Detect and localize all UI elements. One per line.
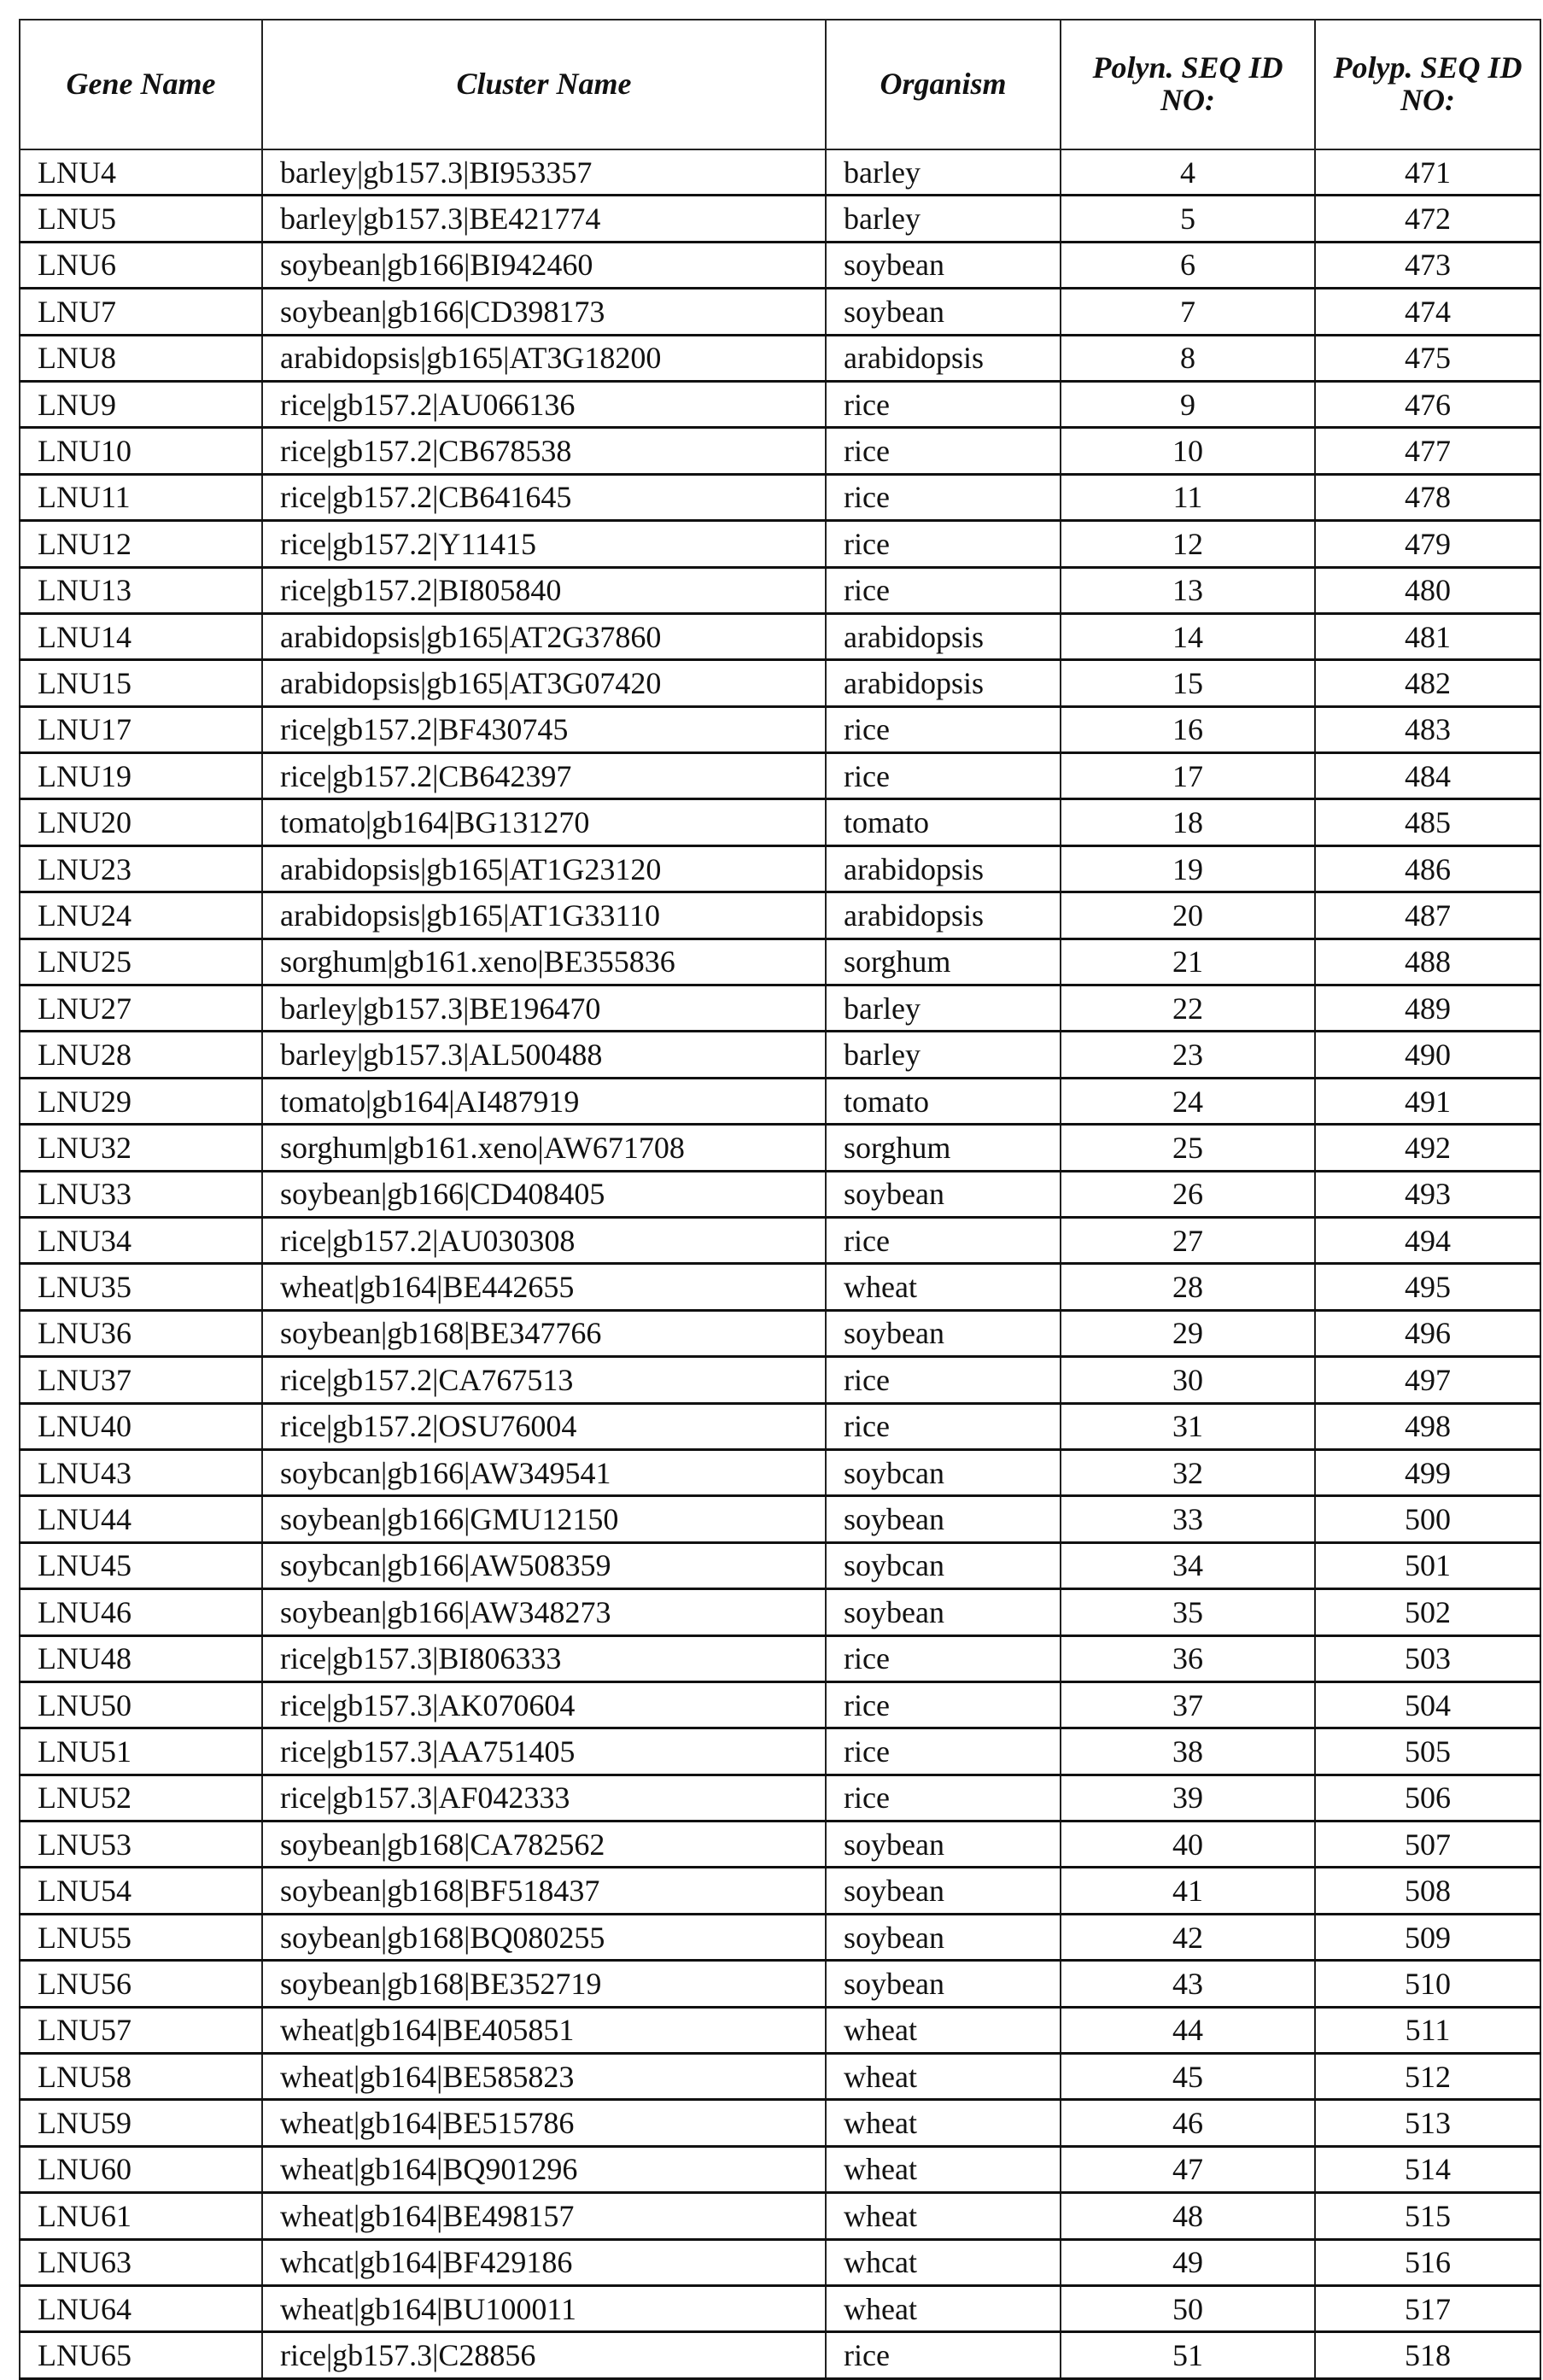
polyp-seq-id-cell: 501 [1315, 1542, 1540, 1588]
polyp-seq-id-cell: 498 [1315, 1403, 1540, 1449]
polyp-seq-id-cell: 474 [1315, 289, 1540, 335]
polyp-seq-id-cell: 512 [1315, 2054, 1540, 2100]
polyn-seq-id-cell: 7 [1061, 289, 1315, 335]
gene-name-cell: LNU29 [20, 1078, 262, 1124]
cluster-name-cell: barley|gb157.3|BE196470 [262, 985, 826, 1032]
cluster-name-cell: soybean|gb168|BE352719 [262, 1961, 826, 2007]
polyp-seq-id-cell: 511 [1315, 2007, 1540, 2053]
gene-name-cell: LNU63 [20, 2239, 262, 2285]
gene-name-cell: LNU51 [20, 1728, 262, 1775]
gene-name-cell: LNU7 [20, 289, 262, 335]
polyn-seq-id-cell: 17 [1061, 753, 1315, 799]
polyn-seq-id-cell: 29 [1061, 1310, 1315, 1356]
header-cluster-name: Cluster Name [262, 20, 826, 149]
polyp-seq-id-cell: 509 [1315, 1914, 1540, 1960]
table-row [20, 149, 1540, 196]
polyn-seq-id-cell: 48 [1061, 2193, 1315, 2239]
polyp-seq-id-cell: 508 [1315, 1868, 1540, 1914]
gene-name-cell: LNU5 [20, 196, 262, 242]
gene-name-cell: LNU40 [20, 1403, 262, 1449]
table-row [20, 1217, 1540, 1263]
organism-cell: barley [826, 1032, 1061, 1078]
gene-name-cell: LNU44 [20, 1496, 262, 1542]
table-row [20, 2332, 1540, 2378]
polyn-seq-id-cell: 12 [1061, 521, 1315, 567]
gene-name-cell: LNU60 [20, 2146, 262, 2192]
organism-cell: soybean [826, 242, 1061, 288]
table-row [20, 753, 1540, 799]
gene-name-cell: LNU35 [20, 1264, 262, 1310]
organism-cell: barley [826, 196, 1061, 242]
polyp-seq-id-cell: 518 [1315, 2332, 1540, 2378]
cluster-name-cell: soybean|gb168|CA782562 [262, 1822, 826, 1868]
cluster-name-cell: rice|gb157.2|Y11415 [262, 521, 826, 567]
organism-cell: soybcan [826, 1542, 1061, 1588]
gene-name-cell: LNU28 [20, 1032, 262, 1078]
polyp-seq-id-cell: 516 [1315, 2239, 1540, 2285]
cluster-name-cell: soybcan|gb166|AW349541 [262, 1449, 826, 1495]
table-row [20, 1310, 1540, 1356]
gene-name-cell: LNU59 [20, 2100, 262, 2146]
polyp-seq-id-cell: 510 [1315, 1961, 1540, 2007]
organism-cell: rice [826, 1775, 1061, 1821]
cluster-name-cell: soybean|gb166|BI942460 [262, 242, 826, 288]
polyn-seq-id-cell: 41 [1061, 1868, 1315, 1914]
table-row [20, 2007, 1540, 2053]
polyn-seq-id-cell: 45 [1061, 2054, 1315, 2100]
organism-cell: wheat [826, 2054, 1061, 2100]
cluster-name-cell: tomato|gb164|AI487919 [262, 1078, 826, 1124]
gene-name-cell: LNU48 [20, 1635, 262, 1681]
table-row [20, 2054, 1540, 2100]
gene-name-cell: LNU4 [20, 149, 262, 196]
polyp-seq-id-cell: 490 [1315, 1032, 1540, 1078]
cluster-name-cell: soybean|gb166|CD408405 [262, 1171, 826, 1217]
polyp-seq-id-cell: 499 [1315, 1449, 1540, 1495]
cluster-name-cell: wheat|gb164|BE585823 [262, 2054, 826, 2100]
organism-cell: arabidopsis [826, 845, 1061, 892]
cluster-name-cell: rice|gb157.2|CB678538 [262, 428, 826, 474]
polyp-seq-id-cell: 494 [1315, 1217, 1540, 1263]
table-row [20, 1357, 1540, 1403]
table-row [20, 1822, 1540, 1868]
table-row [20, 2100, 1540, 2146]
header-polyn-seq-id: Polyn. SEQ ID NO: [1061, 20, 1315, 149]
polyn-seq-id-cell: 20 [1061, 892, 1315, 939]
polyn-seq-id-cell: 10 [1061, 428, 1315, 474]
table-row [20, 335, 1540, 381]
polyp-seq-id-cell: 492 [1315, 1125, 1540, 1171]
polyp-seq-id-cell: 481 [1315, 613, 1540, 659]
polyn-seq-id-cell: 11 [1061, 474, 1315, 520]
gene-name-cell: LNU61 [20, 2193, 262, 2239]
table-row [20, 428, 1540, 474]
gene-name-cell: LNU56 [20, 1961, 262, 2007]
polyn-seq-id-cell: 16 [1061, 706, 1315, 752]
gene-name-cell: LNU6 [20, 242, 262, 288]
cluster-name-cell: sorghum|gb161.xeno|BE355836 [262, 939, 826, 985]
polyp-seq-id-cell: 471 [1315, 149, 1540, 196]
organism-cell: soybean [826, 1914, 1061, 1960]
polyp-seq-id-cell: 496 [1315, 1310, 1540, 1356]
table-row [20, 660, 1540, 706]
table-row [20, 381, 1540, 427]
polyn-seq-id-cell: 37 [1061, 1681, 1315, 1728]
table-row [20, 985, 1540, 1032]
organism-cell: soybean [826, 289, 1061, 335]
polyn-seq-id-cell: 40 [1061, 1822, 1315, 1868]
organism-cell: rice [826, 1635, 1061, 1681]
organism-cell: tomato [826, 1078, 1061, 1124]
polyn-seq-id-cell: 39 [1061, 1775, 1315, 1821]
cluster-name-cell: wheat|gb164|BE498157 [262, 2193, 826, 2239]
polyn-seq-id-cell: 8 [1061, 335, 1315, 381]
cluster-name-cell: rice|gb157.3|AF042333 [262, 1775, 826, 1821]
polyn-seq-id-cell: 49 [1061, 2239, 1315, 2285]
gene-name-cell: LNU65 [20, 2332, 262, 2378]
polyn-seq-id-cell: 47 [1061, 2146, 1315, 2192]
cluster-name-cell: soybean|gb166|AW348273 [262, 1589, 826, 1635]
organism-cell: rice [826, 474, 1061, 520]
cluster-name-cell: rice|gb157.2|BF430745 [262, 706, 826, 752]
table-row [20, 242, 1540, 288]
polyp-seq-id-cell: 493 [1315, 1171, 1540, 1217]
organism-cell: soybean [826, 1868, 1061, 1914]
cluster-name-cell: rice|gb157.2|CB641645 [262, 474, 826, 520]
polyp-seq-id-cell: 502 [1315, 1589, 1540, 1635]
polyp-seq-id-cell: 476 [1315, 381, 1540, 427]
cluster-name-cell: soybean|gb168|BE347766 [262, 1310, 826, 1356]
cluster-name-cell: soybean|gb168|BQ080255 [262, 1914, 826, 1960]
polyn-seq-id-cell: 50 [1061, 2285, 1315, 2331]
table-row [20, 706, 1540, 752]
gene-name-cell: LNU32 [20, 1125, 262, 1171]
cluster-name-cell: arabidopsis|gb165|AT2G37860 [262, 613, 826, 659]
table-row [20, 1681, 1540, 1728]
organism-cell: rice [826, 706, 1061, 752]
polyn-seq-id-cell: 24 [1061, 1078, 1315, 1124]
polyp-seq-id-cell: 517 [1315, 2285, 1540, 2331]
polyn-seq-id-cell: 13 [1061, 567, 1315, 613]
cluster-name-cell: soybean|gb166|CD398173 [262, 289, 826, 335]
polyn-seq-id-cell: 35 [1061, 1589, 1315, 1635]
cluster-name-cell: barley|gb157.3|AL500488 [262, 1032, 826, 1078]
gene-name-cell: LNU10 [20, 428, 262, 474]
organism-cell: wheat [826, 2007, 1061, 2053]
cluster-name-cell: rice|gb157.3|C28856 [262, 2332, 826, 2378]
gene-name-cell: LNU54 [20, 1868, 262, 1914]
polyn-seq-id-cell: 15 [1061, 660, 1315, 706]
polyn-seq-id-cell: 4 [1061, 149, 1315, 196]
polyn-seq-id-cell: 30 [1061, 1357, 1315, 1403]
organism-cell: soybcan [826, 1449, 1061, 1495]
polyn-seq-id-cell: 14 [1061, 613, 1315, 659]
polyp-seq-id-cell: 477 [1315, 428, 1540, 474]
gene-name-cell: LNU50 [20, 1681, 262, 1728]
gene-name-cell: LNU17 [20, 706, 262, 752]
gene-name-cell: LNU12 [20, 521, 262, 567]
table-header-row [20, 20, 1540, 149]
gene-table [19, 19, 1541, 2380]
organism-cell: rice [826, 1217, 1061, 1263]
polyn-seq-id-cell: 25 [1061, 1125, 1315, 1171]
polyn-seq-id-cell: 42 [1061, 1914, 1315, 1960]
organism-cell: arabidopsis [826, 892, 1061, 939]
polyp-seq-id-cell: 482 [1315, 660, 1540, 706]
gene-name-cell: LNU58 [20, 2054, 262, 2100]
cluster-name-cell: rice|gb157.2|CA767513 [262, 1357, 826, 1403]
organism-cell: soybean [826, 1961, 1061, 2007]
organism-cell: sorghum [826, 1125, 1061, 1171]
polyn-seq-id-cell: 9 [1061, 381, 1315, 427]
organism-cell: tomato [826, 799, 1061, 845]
polyn-seq-id-cell: 26 [1061, 1171, 1315, 1217]
polyp-seq-id-cell: 479 [1315, 521, 1540, 567]
table-row [20, 567, 1540, 613]
organism-cell: soybean [826, 1822, 1061, 1868]
organism-cell: wheat [826, 1264, 1061, 1310]
organism-cell: soybean [826, 1496, 1061, 1542]
table-row [20, 521, 1540, 567]
cluster-name-cell: rice|gb157.3|AK070604 [262, 1681, 826, 1728]
organism-cell: barley [826, 149, 1061, 196]
polyn-seq-id-cell: 34 [1061, 1542, 1315, 1588]
polyn-seq-id-cell: 32 [1061, 1449, 1315, 1495]
polyp-seq-id-cell: 503 [1315, 1635, 1540, 1681]
polyp-seq-id-cell: 504 [1315, 1681, 1540, 1728]
gene-name-cell: LNU13 [20, 567, 262, 613]
table-row [20, 1032, 1540, 1078]
polyn-seq-id-cell: 36 [1061, 1635, 1315, 1681]
cluster-name-cell: arabidopsis|gb165|AT3G07420 [262, 660, 826, 706]
organism-cell: rice [826, 567, 1061, 613]
cluster-name-cell: arabidopsis|gb165|AT3G18200 [262, 335, 826, 381]
cluster-name-cell: rice|gb157.2|BI805840 [262, 567, 826, 613]
gene-name-cell: LNU64 [20, 2285, 262, 2331]
table-row [20, 1264, 1540, 1310]
polyn-seq-id-cell: 46 [1061, 2100, 1315, 2146]
polyp-seq-id-cell: 472 [1315, 196, 1540, 242]
table-row [20, 2285, 1540, 2331]
table-row [20, 2146, 1540, 2192]
table-row [20, 1403, 1540, 1449]
polyp-seq-id-cell: 475 [1315, 335, 1540, 381]
gene-name-cell: LNU53 [20, 1822, 262, 1868]
cluster-name-cell: barley|gb157.3|BI953357 [262, 149, 826, 196]
gene-name-cell: LNU11 [20, 474, 262, 520]
organism-cell: soybean [826, 1310, 1061, 1356]
cluster-name-cell: wheat|gb164|BE515786 [262, 2100, 826, 2146]
table-row [20, 289, 1540, 335]
gene-name-cell: LNU37 [20, 1357, 262, 1403]
organism-cell: soybean [826, 1171, 1061, 1217]
cluster-name-cell: rice|gb157.3|AA751405 [262, 1728, 826, 1775]
table-row [20, 1589, 1540, 1635]
polyn-seq-id-cell: 31 [1061, 1403, 1315, 1449]
cluster-name-cell: rice|gb157.2|AU066136 [262, 381, 826, 427]
polyp-seq-id-cell: 500 [1315, 1496, 1540, 1542]
organism-cell: wheat [826, 2100, 1061, 2146]
polyn-seq-id-cell: 19 [1061, 845, 1315, 892]
polyn-seq-id-cell: 28 [1061, 1264, 1315, 1310]
cluster-name-cell: wheat|gb164|BQ901296 [262, 2146, 826, 2192]
organism-cell: arabidopsis [826, 613, 1061, 659]
cluster-name-cell: barley|gb157.3|BE421774 [262, 196, 826, 242]
table-row [20, 2239, 1540, 2285]
table-row [20, 1542, 1540, 1588]
polyp-seq-id-cell: 506 [1315, 1775, 1540, 1821]
organism-cell: wheat [826, 2146, 1061, 2192]
polyp-seq-id-cell: 507 [1315, 1822, 1540, 1868]
gene-name-cell: LNU20 [20, 799, 262, 845]
polyn-seq-id-cell: 5 [1061, 196, 1315, 242]
table-row [20, 892, 1540, 939]
cluster-name-cell: wheat|gb164|BU100011 [262, 2285, 826, 2331]
polyp-seq-id-cell: 488 [1315, 939, 1540, 985]
gene-name-cell: LNU24 [20, 892, 262, 939]
organism-cell: rice [826, 1681, 1061, 1728]
polyn-seq-id-cell: 44 [1061, 2007, 1315, 2053]
cluster-name-cell: sorghum|gb161.xeno|AW671708 [262, 1125, 826, 1171]
table-row [20, 1961, 1540, 2007]
polyp-seq-id-cell: 514 [1315, 2146, 1540, 2192]
table-row [20, 1635, 1540, 1681]
cluster-name-cell: arabidopsis|gb165|AT1G33110 [262, 892, 826, 939]
organism-cell: sorghum [826, 939, 1061, 985]
cluster-name-cell: soybean|gb168|BF518437 [262, 1868, 826, 1914]
polyn-seq-id-cell: 23 [1061, 1032, 1315, 1078]
polyn-seq-id-cell: 27 [1061, 1217, 1315, 1263]
gene-name-cell: LNU27 [20, 985, 262, 1032]
organism-cell: rice [826, 381, 1061, 427]
gene-name-cell: LNU45 [20, 1542, 262, 1588]
polyp-seq-id-cell: 478 [1315, 474, 1540, 520]
gene-name-cell: LNU25 [20, 939, 262, 985]
gene-name-cell: LNU8 [20, 335, 262, 381]
polyp-seq-id-cell: 483 [1315, 706, 1540, 752]
polyp-seq-id-cell: 480 [1315, 567, 1540, 613]
polyp-seq-id-cell: 515 [1315, 2193, 1540, 2239]
cluster-name-cell: rice|gb157.2|AU030308 [262, 1217, 826, 1263]
table-row [20, 1449, 1540, 1495]
polyp-seq-id-cell: 495 [1315, 1264, 1540, 1310]
polyp-seq-id-cell: 473 [1315, 242, 1540, 288]
gene-name-cell: LNU46 [20, 1589, 262, 1635]
gene-name-cell: LNU36 [20, 1310, 262, 1356]
organism-cell: arabidopsis [826, 335, 1061, 381]
cluster-name-cell: wheat|gb164|BE442655 [262, 1264, 826, 1310]
organism-cell: rice [826, 428, 1061, 474]
organism-cell: rice [826, 1403, 1061, 1449]
table-row [20, 2193, 1540, 2239]
gene-name-cell: LNU52 [20, 1775, 262, 1821]
cluster-name-cell: wheat|gb164|BE405851 [262, 2007, 826, 2053]
gene-name-cell: LNU55 [20, 1914, 262, 1960]
polyn-seq-id-cell: 33 [1061, 1496, 1315, 1542]
cluster-name-cell: soybean|gb166|GMU12150 [262, 1496, 826, 1542]
polyn-seq-id-cell: 6 [1061, 242, 1315, 288]
table-row [20, 1914, 1540, 1960]
polyp-seq-id-cell: 486 [1315, 845, 1540, 892]
polyn-seq-id-cell: 21 [1061, 939, 1315, 985]
table-row [20, 939, 1540, 985]
organism-cell: rice [826, 1357, 1061, 1403]
table-row [20, 1078, 1540, 1124]
gene-name-cell: LNU57 [20, 2007, 262, 2053]
gene-name-cell: LNU19 [20, 753, 262, 799]
cluster-name-cell: rice|gb157.2|OSU76004 [262, 1403, 826, 1449]
polyn-seq-id-cell: 38 [1061, 1728, 1315, 1775]
table-row [20, 1728, 1540, 1775]
polyp-seq-id-cell: 487 [1315, 892, 1540, 939]
table-row [20, 196, 1540, 242]
cluster-name-cell: tomato|gb164|BG131270 [262, 799, 826, 845]
gene-name-cell: LNU34 [20, 1217, 262, 1263]
cluster-name-cell: soybcan|gb166|AW508359 [262, 1542, 826, 1588]
gene-name-cell: LNU15 [20, 660, 262, 706]
polyp-seq-id-cell: 489 [1315, 985, 1540, 1032]
table-row [20, 1125, 1540, 1171]
organism-cell: soybean [826, 1589, 1061, 1635]
header-gene-name: Gene Name [20, 20, 262, 149]
polyp-seq-id-cell: 513 [1315, 2100, 1540, 2146]
polyp-seq-id-cell: 484 [1315, 753, 1540, 799]
header-organism: Organism [826, 20, 1061, 149]
table-row [20, 613, 1540, 659]
organism-cell: barley [826, 985, 1061, 1032]
table-row [20, 474, 1540, 520]
table-row [20, 1775, 1540, 1821]
organism-cell: rice [826, 1728, 1061, 1775]
gene-name-cell: LNU9 [20, 381, 262, 427]
organism-cell: arabidopsis [826, 660, 1061, 706]
polyn-seq-id-cell: 22 [1061, 985, 1315, 1032]
organism-cell: rice [826, 753, 1061, 799]
organism-cell: wheat [826, 2285, 1061, 2331]
cluster-name-cell: rice|gb157.3|BI806333 [262, 1635, 826, 1681]
table-row [20, 1868, 1540, 1914]
gene-name-cell: LNU43 [20, 1449, 262, 1495]
polyn-seq-id-cell: 18 [1061, 799, 1315, 845]
cluster-name-cell: arabidopsis|gb165|AT1G23120 [262, 845, 826, 892]
organism-cell: whcat [826, 2239, 1061, 2285]
table-row [20, 1171, 1540, 1217]
organism-cell: rice [826, 521, 1061, 567]
gene-name-cell: LNU14 [20, 613, 262, 659]
polyp-seq-id-cell: 505 [1315, 1728, 1540, 1775]
cluster-name-cell: rice|gb157.2|CB642397 [262, 753, 826, 799]
table-row [20, 1496, 1540, 1542]
gene-name-cell: LNU33 [20, 1171, 262, 1217]
polyp-seq-id-cell: 497 [1315, 1357, 1540, 1403]
header-polyp-seq-id: Polyp. SEQ ID NO: [1315, 20, 1540, 149]
organism-cell: rice [826, 2332, 1061, 2378]
polyp-seq-id-cell: 485 [1315, 799, 1540, 845]
polyn-seq-id-cell: 51 [1061, 2332, 1315, 2378]
polyn-seq-id-cell: 43 [1061, 1961, 1315, 2007]
polyp-seq-id-cell: 491 [1315, 1078, 1540, 1124]
organism-cell: wheat [826, 2193, 1061, 2239]
table-row [20, 845, 1540, 892]
cluster-name-cell: whcat|gb164|BF429186 [262, 2239, 826, 2285]
table-row [20, 799, 1540, 845]
gene-name-cell: LNU23 [20, 845, 262, 892]
